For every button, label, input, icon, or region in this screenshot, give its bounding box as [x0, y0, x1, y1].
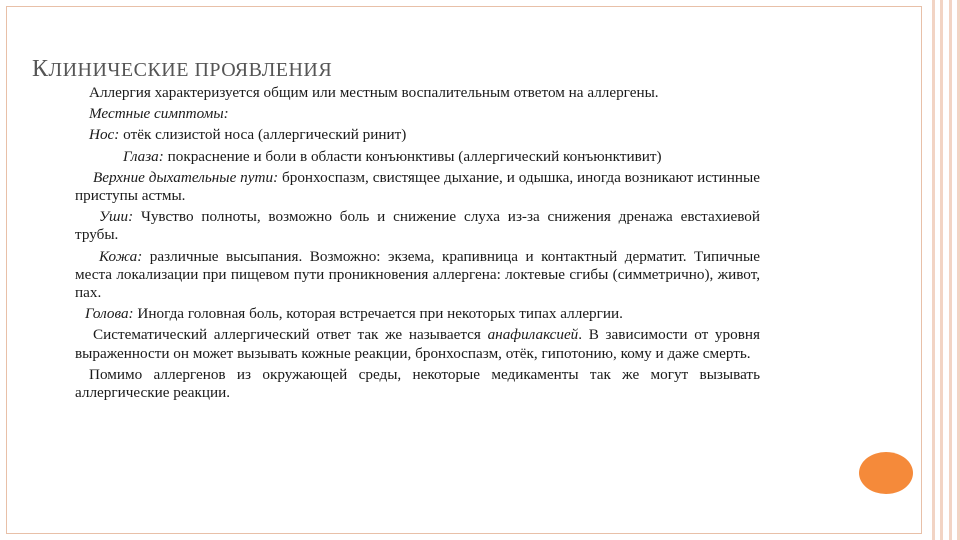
paragraph-eyes: Глаза: покраснение и боли в области конъюнктивы (аллергический конъюнктивит)	[123, 147, 662, 165]
title-first-letter: К	[32, 56, 49, 82]
page-title	[32, 56, 332, 83]
title-rest: ЛИНИЧЕСКИЕ ПРОЯВЛЕНИЯ	[48, 59, 333, 81]
slide-body	[75, 84, 760, 405]
decorative-circle	[859, 452, 913, 494]
decorative-stripes	[932, 0, 960, 540]
paragraph-local-symptoms: Местные симптомы:	[89, 105, 229, 123]
paragraph-skin: Кожа: различные высыпания. Возможно: экзема, крапивница и контактный дерматит. Типичные места локализации при пищевом пути проникновения аллергена: локтевые сгибы (симметрично), живот, пах.	[75, 247, 760, 302]
paragraph-head: Голова: Иногда головная боль, которая встречается при некоторых типах аллергии.	[85, 305, 623, 323]
paragraph-airways: Верхние дыхательные пути: бронхоспазм, свистящее дыхание, и одышка, иногда возникают истинные приступы астмы.	[75, 168, 760, 205]
paragraph-anaphylaxis: Систематический аллергический ответ так же называется анафилаксией. В зависимости от уровня выраженности он может вызывать кожные реакции, бронхоспазм, отёк, гипотонию, кому и даже смерть.	[75, 326, 760, 362]
paragraph-intro: Аллергия характеризуется общим или местным воспалительным ответом на аллергены.	[89, 84, 659, 101]
paragraph-nose: Нос: отёк слизистой носа (аллергический ринит)	[89, 126, 407, 144]
paragraph-ears: Уши: Чувство полноты, возможно боль и снижение слуха из-за снижения дренажа евстахиевой трубы.	[75, 208, 760, 244]
paragraph-medications: Помимо аллергенов из окружающей среды, некоторые медикаменты так же могут вызывать аллергические реакции.	[75, 365, 760, 402]
